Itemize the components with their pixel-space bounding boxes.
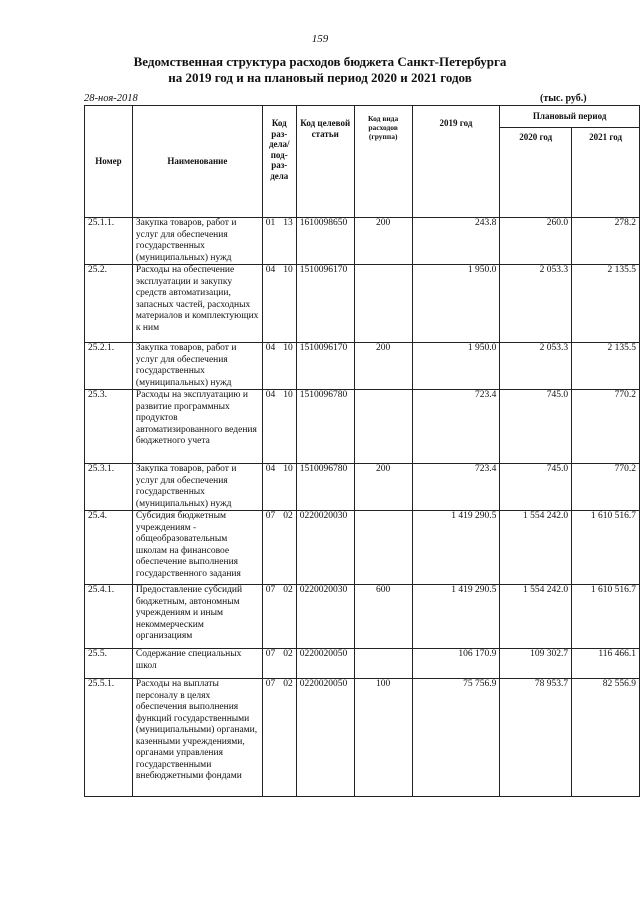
row-section: 07 [265,679,276,689]
header-2019: 2019 год [412,106,500,218]
row-value-2020: 1 554 242.0 [500,585,572,649]
row-value-2019: 1 950.0 [412,265,500,343]
units-label: (тыс. руб.) [540,93,587,104]
header-2020: 2020 год [500,128,572,218]
row-subsection: 10 [283,390,293,400]
row-value-2019: 1 419 290.5 [412,585,500,649]
table-row [85,265,640,343]
row-value-2020: 109 302.7 [500,649,572,679]
row-number: 25.3. [85,390,133,464]
row-number: 25.3.1. [85,464,133,511]
row-section-code [262,511,296,585]
row-value-2019: 75 756.9 [412,679,500,797]
table-row [85,218,640,265]
document-title-line-1: Ведомственная структура расходов бюджета Санкт-Петербурга [133,54,507,69]
row-value-2021: 770.2 [572,464,640,511]
row-value-2019: 1 419 290.5 [412,511,500,585]
row-section-code [262,649,296,679]
row-section-code [262,585,296,649]
row-section: 07 [265,649,276,659]
row-expense-type: 200 [354,343,412,390]
header-number: Номер [85,106,133,218]
row-subsection: 02 [283,649,293,659]
row-value-2020: 260.0 [500,218,572,265]
row-target-code: 0220020030 [296,585,354,649]
row-value-2020: 2 053.3 [500,343,572,390]
row-target-code: 0220020030 [296,511,354,585]
header-section-code: Код раз-дела/ под-раз-дела [262,106,296,218]
row-expense-type: 600 [354,585,412,649]
row-section: 04 [265,464,276,474]
row-expense-type: 100 [354,679,412,797]
row-number: 25.5.1. [85,679,133,797]
row-name: Субсидия бюджетным учреждениям - общеобразовательным школам на финансовое обеспечение выполнения государственного задания [132,511,262,585]
document-title-line-2: на 2019 год и на плановый период 2020 и 2021 годов [168,70,472,85]
table-row [85,464,640,511]
row-target-code: 0220020050 [296,649,354,679]
row-subsection: 02 [283,585,293,595]
row-number: 25.1.1. [85,218,133,265]
row-expense-type [354,390,412,464]
row-target-code: 1510096170 [296,343,354,390]
row-subsection: 10 [283,265,293,275]
table-row [85,511,640,585]
table-row [85,679,640,797]
row-value-2021: 278.2 [572,218,640,265]
row-value-2019: 106 170.9 [412,649,500,679]
row-value-2019: 1 950.0 [412,343,500,390]
row-number: 25.4. [85,511,133,585]
row-target-code: 1610098650 [296,218,354,265]
row-section-code [262,218,296,265]
row-target-code: 1510096780 [296,390,354,464]
header-expense-type-code: Код вида расходов (группа) [354,106,412,218]
row-target-code: 0220020050 [296,679,354,797]
row-section: 01 [265,218,276,228]
row-name: Расходы на обеспечение эксплуатации и закупку средств автоматизации, запасных частей, расходных материалов и комплектующих к ним [132,265,262,343]
row-name: Закупка товаров, работ и услуг для обеспечения государственных (муниципальных) нужд [132,343,262,390]
row-expense-type: 200 [354,218,412,265]
row-value-2021: 2 135.5 [572,265,640,343]
row-section-code [262,265,296,343]
row-subsection: 02 [283,679,293,689]
header-2021: 2021 год [572,128,640,218]
page-number: 159 [311,33,329,45]
row-section: 04 [265,343,276,353]
row-value-2020: 2 053.3 [500,265,572,343]
row-section-code [262,679,296,797]
row-number: 25.2.1. [85,343,133,390]
row-expense-type [354,265,412,343]
row-number: 25.5. [85,649,133,679]
row-value-2021: 2 135.5 [572,343,640,390]
row-name: Расходы на выплаты персоналу в целях обеспечения выполнения функций государственными (муниципальными) органами, казенными учреждениями, органами управления государственными внебюджетными фондами [132,679,262,797]
row-section: 07 [265,585,276,595]
row-value-2020: 745.0 [500,464,572,511]
header-planned-period: Плановый период [500,106,640,128]
row-section-code [262,343,296,390]
row-expense-type [354,649,412,679]
row-section-code [262,464,296,511]
row-value-2019: 723.4 [412,390,500,464]
row-value-2020: 745.0 [500,390,572,464]
header-target-code: Код целевой статьи [296,106,354,218]
row-name: Закупка товаров, работ и услуг для обеспечения государственных (муниципальных) нужд [132,464,262,511]
table-row [85,343,640,390]
row-section: 04 [265,390,276,400]
budget-table [84,105,640,797]
document-date: 28-ноя-2018 [84,93,138,104]
row-value-2019: 723.4 [412,464,500,511]
row-subsection: 13 [283,218,293,228]
row-section: 04 [265,265,276,275]
row-number: 25.2. [85,265,133,343]
row-value-2021: 770.2 [572,390,640,464]
table-row [85,390,640,464]
row-subsection: 10 [283,343,293,353]
row-value-2021: 1 610 516.7 [572,511,640,585]
row-value-2019: 243.8 [412,218,500,265]
row-value-2021: 1 610 516.7 [572,585,640,649]
row-value-2020: 1 554 242.0 [500,511,572,585]
row-subsection: 02 [283,511,293,521]
table-row [85,585,640,649]
row-expense-type: 200 [354,464,412,511]
row-name: Предоставление субсидий бюджетным, автономным учреждениям и иным некоммерческим организациям [132,585,262,649]
row-number: 25.4.1. [85,585,133,649]
row-value-2021: 82 556.9 [572,679,640,797]
row-value-2020: 78 953.7 [500,679,572,797]
row-section-code [262,390,296,464]
header-name: Наименование [132,106,262,218]
row-section: 07 [265,511,276,521]
row-target-code: 1510096170 [296,265,354,343]
row-name: Содержание специальных школ [132,649,262,679]
row-expense-type [354,511,412,585]
row-name: Закупка товаров, работ и услуг для обеспечения государственных (муниципальных) нужд [132,218,262,265]
row-subsection: 10 [283,464,293,474]
table-row [85,649,640,679]
row-value-2021: 116 466.1 [572,649,640,679]
row-name: Расходы на эксплуатацию и развитие программных продуктов автоматизированного ведения бюджетного учета [132,390,262,464]
row-target-code: 1510096780 [296,464,354,511]
